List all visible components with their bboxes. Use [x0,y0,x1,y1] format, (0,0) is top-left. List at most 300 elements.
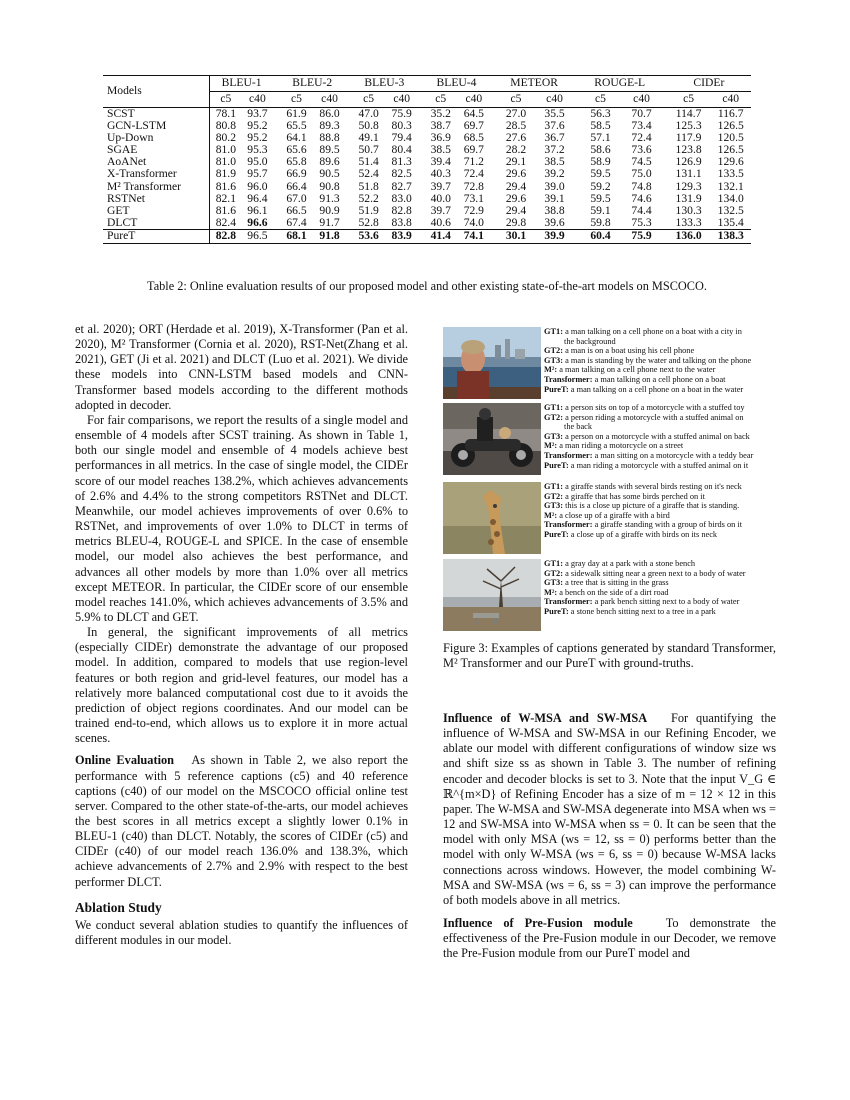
score-cell: 95.2 [247,119,268,133]
score-cell: 132.1 [717,179,744,193]
caption-line [544,569,777,579]
score-cell: 74.0 [463,215,484,229]
score-cell: 39.9 [536,229,572,243]
caption-text: a man riding a motorcycle with a stuffed animal on it [568,460,749,470]
table-row [103,168,751,180]
figure-row-park [443,559,776,632]
caption-text: a bench on the side of a dirt road [557,587,669,597]
caption-text: a man is on a boat using his cell phone [563,346,695,356]
sub-header-cell: c40 [314,92,345,108]
caption-line [544,346,777,356]
caption-label: Transformer: [544,450,593,460]
caption-text: a close up of a giraffe with birds on its neck [568,529,718,539]
caption-line [544,578,777,588]
caption-line [544,511,777,521]
score-cell: 81.0 [215,155,236,169]
table-group-header [103,76,751,92]
score-cell: 116.7 [717,107,744,120]
score-cell: 73.4 [631,119,652,133]
score-cell: 52.2 [358,191,379,205]
score-cell: 126.5 [717,119,744,133]
score-cell: 133.5 [717,167,744,181]
caption-text: a gray day at a park with a stone bench [563,559,696,568]
score-cell: 29.6 [505,167,527,181]
score-cell: 82.8 [391,203,412,217]
caption-label: GT1: [544,559,564,568]
caption-line [544,461,777,471]
caption-line [544,327,777,337]
sub-header-cell: c5 [345,92,386,108]
score-cell: 51.8 [358,179,379,193]
score-cell: 74.1 [458,229,489,243]
sub-header-cell: c5 [273,92,314,108]
caption-text: a giraffe stands with several birds resting on it's neck [563,482,742,491]
score-cell: 75.9 [622,229,660,243]
photo-motorcycle [443,403,541,475]
score-cell: 80.3 [391,119,412,133]
score-cell: 59.2 [590,179,611,193]
score-cell: 72.4 [463,167,484,181]
model-name-cell: AoANet [103,156,210,168]
caption-label: PureT: [544,529,569,539]
score-cell: 114.7 [675,107,702,120]
caption-text: a close up of a giraffe with a bird [557,510,670,520]
caption-line [544,413,777,423]
score-cell: 83.8 [391,215,412,229]
figure-row-giraffe [443,482,776,555]
table-row [103,120,751,132]
caption-label: M²: [544,510,558,520]
score-cell: 83.9 [386,229,417,243]
score-cell: 53.6 [345,229,386,243]
model-name-cell: RSTNet [103,193,210,205]
score-cell: 59.8 [590,215,611,229]
caption-line [544,530,777,540]
score-cell: 59.5 [590,191,611,205]
sub-header-cell: c40 [386,92,417,108]
table-row [103,132,751,144]
score-cell: 65.8 [286,155,307,169]
caption-text: a giraffe standing with a group of birds on it [592,520,743,530]
score-cell: 59.1 [590,203,611,217]
score-cell: 66.5 [286,203,307,217]
paragraph-text: As shown in Table 2, we also report the performance with 5 reference captions (c5) and 40 reference captions (c40) of our model on the MSCOCO official online test server. Compared to the other state-of-the-arts, our model achieves the best scores in all metrics except a slightly lower 0.1% in BLEU-1 (c40) than DLCT. Notably, the scores of CIDEr (c5) and CIDEr (c40) of our model reach 136.0% and 138.3%, which achieve advancements of 2.7% and 2.9% with respect to the best performer DLCT. [75,753,408,889]
score-cell: 78.1 [215,107,236,120]
paragraph: et al. 2020); ORT (Herdade et al. 2019), X-Transformer (Pan et al. 2020), M² Transformer (Cornia et al. 2020), RST-Net(Zhang et al. 2021), GET (Ji et al. 2021) and DLCT (Luo et al. 2021). We divide these models into CNN-LSTM based models and CNN-Transformer based models according to the different mothods adopted in decoder. [75,322,408,412]
score-cell: 40.6 [430,215,451,229]
score-cell: 90.8 [319,179,340,193]
score-cell: 72.4 [631,131,652,145]
score-cell: 66.9 [286,167,307,181]
score-cell: 91.7 [319,215,340,229]
sub-header-cell: c5 [417,92,458,108]
models-header: Models [103,76,210,108]
caption-text: a park bench sitting next to a body of water [592,597,740,607]
score-cell: 131.1 [675,167,702,181]
score-cell: 132.5 [717,203,744,217]
figure-3 [443,327,776,629]
caption-line [544,365,777,375]
table-row [103,156,751,168]
caption-text: a person on a motorcycle with a stuffed animal on back [563,431,750,441]
score-cell: 72.9 [463,203,484,217]
caption-list [544,559,777,617]
score-cell: 36.9 [430,131,451,145]
score-cell: 73.6 [631,143,652,157]
score-cell: 52.8 [358,215,379,229]
caption-label: GT1: [544,482,564,491]
score-cell: 133.3 [675,215,702,229]
caption-text: a stone bench sitting next to a tree in a park [568,606,716,616]
group-header: BLEU-2 [273,76,345,92]
score-cell: 36.7 [544,131,565,145]
paragraph: For fair comparisons, we report the results of a single model and ensemble of 4 models after SCST training. As shown in Table 1, both our single model and ensemble of 4 models achieve best performances in all metrics. In the case of single model, the CIDEr score of our model reaches 138.2%, which achieves advancements of 2.6% and 4.4% to the strong competitors RSTNet and DLCT. Meanwhile, our model achieves improvements of over 0.6% to RSTNet, and improvements of over 1.0% to DLCT in terms of metrics BLEU-4, ROUGE-L and SPICE. In the case of ensemble model, our model also achieves the best performance, and advances all other models by more than 1.0% over all metrics except METEOR. In particular, the CIDEr score of our ensemble model reaches 141.0%, which achieves advancements of 3.5% and 5.9% to DLCT and GET. [75,412,408,624]
model-name-cell: Up-Down [103,132,210,144]
caption-label: GT2: [544,568,564,578]
caption-text: this is a close up picture of a giraffe that is standing. [563,501,740,511]
model-name-cell: M² Transformer [103,181,210,193]
group-header: BLEU-4 [417,76,489,92]
results-table [103,75,751,244]
caption-label: GT3: [544,355,564,365]
score-cell: 38.5 [430,143,451,157]
paragraph-prefusion [443,916,776,961]
figure-row-boat [443,327,776,400]
caption-text: the back [564,422,593,432]
caption-line [544,482,777,492]
score-cell: 96.5 [242,229,273,243]
score-cell: 73.1 [463,191,484,205]
caption-label: Transformer: [544,520,593,530]
figure-caption: Figure 3: Examples of captions generated by standard Transformer, M² Transformer and our PureT with ground-truths. [443,641,776,671]
model-name-cell: SCST [103,108,210,121]
score-cell: 75.0 [631,167,652,181]
caption-label: PureT: [544,606,569,616]
caption-label: GT1: [544,327,564,336]
caption-line [544,451,777,461]
score-cell: 117.9 [675,131,702,145]
caption-text: a man talking on a cell phone next to the water [557,365,716,375]
score-cell: 69.7 [463,143,484,157]
caption-text: a man talking on a cell phone on a boat in the water [568,384,744,394]
score-cell: 79.4 [391,131,412,145]
score-cell: 52.4 [358,167,379,181]
score-cell: 29.4 [505,203,527,217]
score-cell: 35.2 [430,107,451,120]
score-cell: 126.9 [675,155,702,169]
score-cell: 66.4 [286,179,307,193]
score-cell: 51.4 [358,155,379,169]
score-cell: 93.7 [247,107,268,120]
caption-text: a person sits on top of a motorcycle with a stuffed toy [563,403,745,412]
table-row [103,193,751,205]
sub-header-cell: c40 [458,92,489,108]
score-cell: 81.9 [215,167,236,181]
score-cell: 27.6 [505,131,527,145]
score-cell: 126.5 [717,143,744,157]
score-cell: 136.0 [661,229,711,243]
caption-line [544,501,777,511]
score-cell: 129.3 [675,179,702,193]
model-name-cell: X-Transformer [103,168,210,180]
score-cell: 131.9 [675,191,702,205]
score-cell: 37.6 [544,119,565,133]
score-cell: 95.7 [247,167,268,181]
caption-line [544,441,777,451]
caption-label: PureT: [544,460,569,470]
table-body [103,108,751,244]
group-header: BLEU-1 [210,76,274,92]
run-in-heading: Online Evaluation [75,753,175,768]
caption-label: GT2: [544,412,564,422]
score-cell: 88.8 [319,131,340,145]
score-cell: 72.8 [463,179,484,193]
score-cell: 80.8 [215,119,236,133]
caption-line [544,559,777,569]
caption-label: PureT: [544,384,569,394]
score-cell: 69.7 [463,119,484,133]
score-cell: 40.3 [430,167,451,181]
score-cell: 75.3 [631,215,652,229]
caption-label: GT3: [544,578,564,588]
caption-text: a man riding a motorcycle on a street [557,441,684,451]
sub-header-cell: c5 [661,92,711,108]
caption-line [544,385,777,395]
score-cell: 83.0 [391,191,412,205]
score-cell: 96.1 [247,203,268,217]
score-cell: 81.6 [215,203,236,217]
caption-line [544,520,777,530]
score-cell: 74.6 [631,191,652,205]
caption-label: GT2: [544,346,564,356]
score-cell: 74.4 [631,203,652,217]
score-cell: 80.2 [215,131,236,145]
section-heading: Ablation Study [75,899,162,915]
caption-text: a man talking on a cell phone on a boat [592,374,726,384]
caption-label: GT2: [544,491,564,501]
score-cell: 138.3 [710,229,751,243]
score-cell: 90.9 [319,203,340,217]
score-cell: 70.7 [631,107,652,120]
score-cell: 130.3 [675,203,702,217]
paragraph-online-evaluation [75,753,408,889]
score-cell: 30.1 [490,229,537,243]
caption-line [544,356,777,366]
caption-text: a person riding a motorcycle with a stuffed animal on [563,412,744,422]
caption-text: a sidewalk sitting near a green next to a body of water [563,568,746,578]
caption-line [544,432,777,442]
model-name-cell: GCN-LSTM [103,120,210,132]
caption-list [544,403,777,470]
score-cell: 39.1 [544,191,565,205]
photo-man-on-boat [443,327,541,399]
score-cell: 29.6 [505,191,527,205]
caption-text: a man talking on a cell phone on a boat with a city in [563,327,742,336]
caption-label: M²: [544,365,558,375]
score-cell: 135.4 [717,215,744,229]
score-cell: 38.8 [544,203,565,217]
model-name-cell: DLCT [103,217,210,230]
sub-header-cell: c40 [710,92,751,108]
score-cell: 39.4 [430,155,451,169]
score-cell: 89.5 [319,143,340,157]
score-cell: 65.5 [286,119,307,133]
score-cell: 67.4 [286,215,307,229]
caption-line [544,492,777,502]
score-cell: 60.4 [573,229,623,243]
caption-list [544,327,777,394]
table-caption: Table 2: Online evaluation results of our proposed model and other existing state-of-the-art models on MSCOCO. [147,279,707,293]
sub-header-cell: c40 [622,92,660,108]
score-cell: 64.1 [286,131,307,145]
caption-line [544,337,777,347]
sub-header-cell: c40 [242,92,273,108]
score-cell: 89.6 [319,155,340,169]
score-cell: 39.7 [430,203,451,217]
score-cell: 29.8 [505,215,527,229]
score-cell: 80.4 [391,143,412,157]
sub-header-cell: c40 [536,92,572,108]
score-cell: 129.6 [717,155,744,169]
table-row [103,229,751,243]
score-cell: 65.6 [286,143,307,157]
score-cell: 61.9 [286,107,307,120]
score-cell: 50.8 [358,119,379,133]
score-cell: 74.8 [631,179,652,193]
caption-label: GT1: [544,403,564,412]
sub-header-cell: c5 [210,92,242,108]
score-cell: 28.2 [505,143,527,157]
score-cell: 81.6 [215,179,236,193]
table-row [103,144,751,156]
run-in-heading: Influence of W-MSA and SW-MSA [443,711,648,725]
score-cell: 95.3 [247,143,268,157]
sub-header-cell: c5 [573,92,623,108]
caption-text: a man sitting on a motorcycle with a teddy bear [592,450,754,460]
paragraph-text: To demonstrate the effectiveness of the Pre-Fusion module in our Decoder, we remove the Pre-Fusion module from our PureT model and [443,916,776,961]
score-cell: 123.8 [675,143,702,157]
score-cell: 86.0 [319,107,340,120]
score-cell: 56.3 [590,107,611,120]
score-cell: 120.5 [717,131,744,145]
photo-park-bench [443,559,541,631]
right-column [443,711,776,962]
score-cell: 71.2 [463,155,484,169]
caption-text: a man is standing by the water and talking on the phone [563,355,752,365]
score-cell: 81.3 [391,155,412,169]
score-cell: 96.0 [247,179,268,193]
score-cell: 57.1 [590,131,611,145]
model-name-cell: SGAE [103,144,210,156]
caption-line [544,597,777,607]
score-cell: 95.2 [247,131,268,145]
score-cell: 27.0 [505,107,527,120]
score-cell: 39.7 [430,179,451,193]
score-cell: 89.3 [319,119,340,133]
score-cell: 75.9 [391,107,412,120]
paragraph: In general, the significant improvements of all metrics (especially CIDEr) demonstrate the advantage of our proposed model. In addition, compared to models that use region-level features or both region and grid-level features, our model has a relatively more balanced computational cost due to it avoids the prediction of object regions coordinates. And our model can be trained end-to-end, which allows us to explore it in more actual scenes. [75,625,408,746]
caption-line [544,588,777,598]
score-cell: 91.8 [314,229,345,243]
score-cell: 95.0 [247,155,268,169]
caption-label: GT3: [544,501,564,511]
score-cell: 90.5 [319,167,340,181]
paragraph-text: For quantifying the influence of W-MSA and SW-MSA in our Refining Encoder, we ablate our model with different configurations of window size ws and shift size ss as shown in Table 3. The number of refining encoder and decoder blocks is set to 3. Note that the input V_G ∈ ℝ^{m×D} of Refining Encoder has a size of m = 12 × 12 in this paper. The W-MSA and SW-MSA degenerate into MSA when ws = 12 and SW-MSA into W-MSA when ss = 0. It can be seen that the model with only MSA (ws = 12, ss = 0) performs better than the model with only W-MSA (ws = 6, ss = 0) because W-MSA lacks connections across windows. However, the model combining W-MSA and SW-MSA (ws = 6, ss = 3) can improve the performance of both models above in all metrics. [443,711,776,907]
sub-header-cell: c5 [490,92,537,108]
score-cell: 91.3 [319,191,340,205]
left-column [75,322,408,948]
score-cell: 29.1 [505,155,527,169]
score-cell: 68.1 [273,229,314,243]
caption-label: M²: [544,587,558,597]
score-cell: 51.9 [358,203,379,217]
model-name-cell: PureT [103,229,210,243]
score-cell: 37.2 [544,143,565,157]
score-cell: 81.0 [215,143,236,157]
paragraph: We conduct several ablation studies to quantify the influences of different modules in our model. [75,917,408,948]
score-cell: 125.3 [675,119,702,133]
score-cell: 58.5 [590,119,611,133]
score-cell: 96.6 [247,215,268,229]
score-cell: 58.9 [590,155,611,169]
score-cell: 35.5 [544,107,565,120]
score-cell: 82.4 [215,215,236,229]
score-cell: 96.4 [247,191,268,205]
score-cell: 82.7 [391,179,412,193]
score-cell: 39.6 [544,215,565,229]
score-cell: 59.5 [590,167,611,181]
score-cell: 134.0 [717,191,744,205]
score-cell: 47.0 [358,107,379,120]
score-cell: 74.5 [631,155,652,169]
group-header: ROUGE-L [573,76,661,92]
caption-text: a tree that is sitting in the grass [563,578,669,588]
score-cell: 38.7 [430,119,451,133]
score-cell: 68.5 [463,131,484,145]
group-header: BLEU-3 [345,76,417,92]
caption-line [544,422,777,432]
caption-line [544,607,777,617]
caption-label: GT3: [544,431,564,441]
caption-label: Transformer: [544,374,593,384]
score-cell: 38.5 [544,155,565,169]
score-cell: 64.5 [463,107,484,120]
caption-label: Transformer: [544,597,593,607]
score-cell: 41.4 [417,229,458,243]
table-row [103,181,751,193]
caption-line [544,403,777,413]
score-cell: 82.5 [391,167,412,181]
score-cell: 40.0 [430,191,451,205]
paragraph-wmsa [443,711,776,908]
group-header: CIDEr [661,76,751,92]
score-cell: 29.4 [505,179,527,193]
caption-text: the background [564,336,616,346]
score-cell: 58.6 [590,143,611,157]
caption-line [544,375,777,385]
score-cell: 39.0 [544,179,565,193]
caption-list [544,482,777,540]
table-row [103,205,751,217]
score-cell: 82.8 [210,229,242,243]
score-cell: 82.1 [215,191,236,205]
score-cell: 50.7 [358,143,379,157]
table-row [103,217,751,230]
score-cell: 49.1 [358,131,379,145]
run-in-heading: Influence of Pre-Fusion module [443,916,633,931]
score-cell: 39.2 [544,167,565,181]
group-header: METEOR [490,76,573,92]
